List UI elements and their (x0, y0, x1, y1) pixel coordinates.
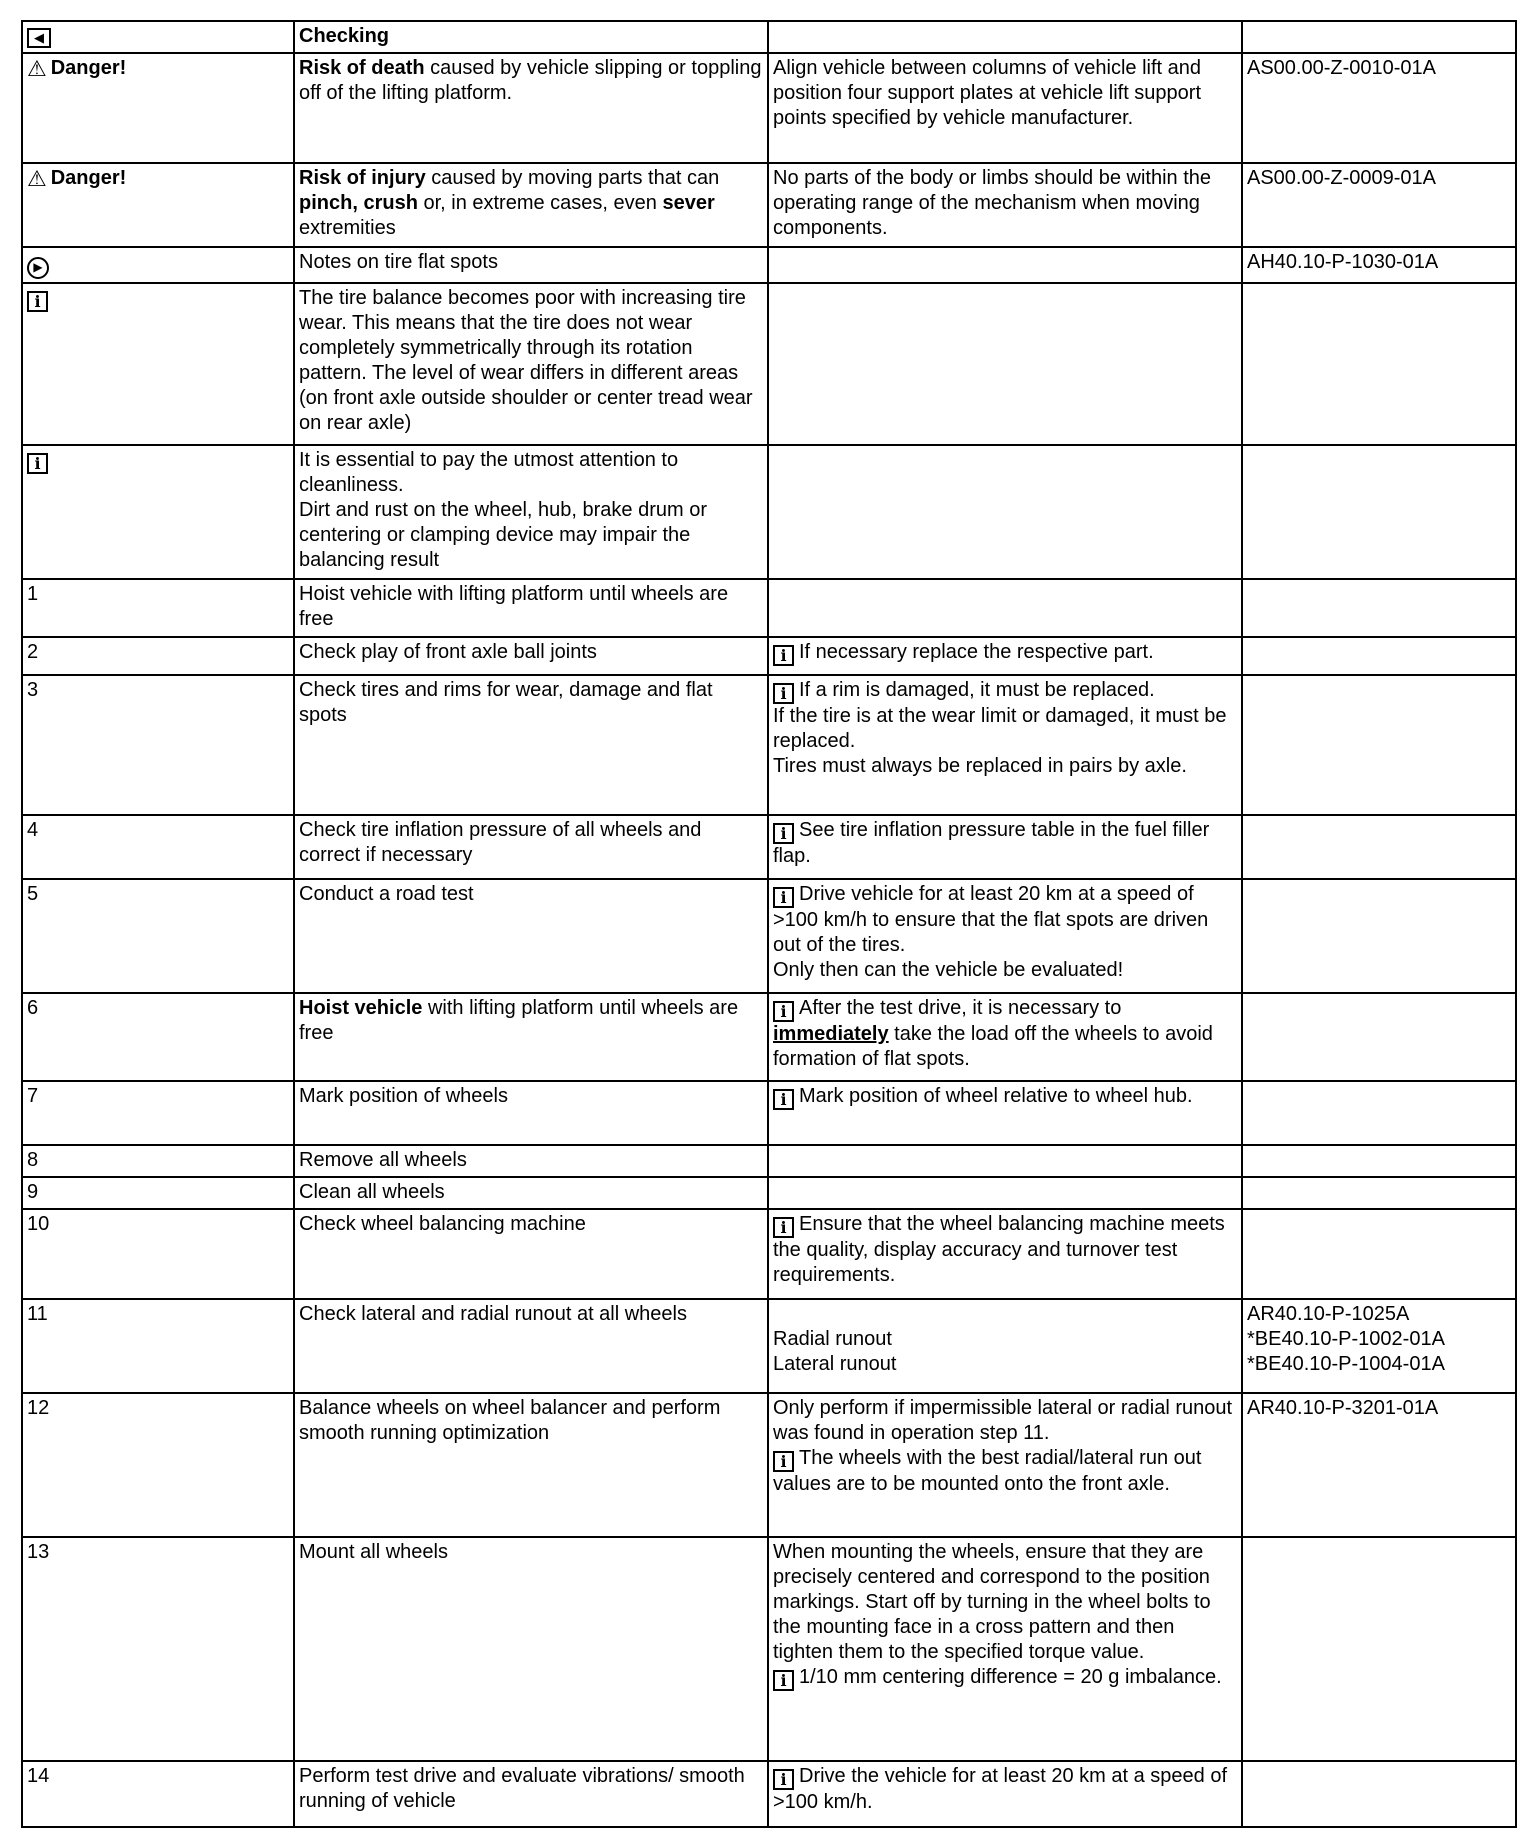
table-row (22, 1393, 1516, 1537)
step-action: Check play of front axle ball joints (299, 641, 597, 663)
risk-title: Risk of injury (299, 167, 426, 189)
danger-label: Danger! (50, 167, 127, 189)
info-icon: i (773, 1001, 794, 1022)
info-icon: i (773, 683, 794, 704)
info-icon: i (773, 1089, 794, 1110)
step-number: 3 (27, 679, 39, 701)
step-number: 9 (27, 1181, 39, 1203)
step-action: Remove all wheels (299, 1149, 467, 1171)
table-row (22, 445, 1516, 579)
warning-triangle-icon: ⚠ (27, 166, 47, 191)
table-row (22, 579, 1516, 637)
reference-link[interactable]: AS00.00-Z-0010-01A (1247, 57, 1437, 79)
step-note: When mounting the wheels, ensure that they are precisely centered and correspond to the position markings. Start off by turning in the wheel bolts to the mounting face in a cross pattern and then tighten them to the specified torque value. (773, 1541, 1211, 1663)
step-note: Drive the vehicle for at least 20 km at a speed of >100 km/h. (773, 1765, 1227, 1813)
step-number: 6 (27, 997, 39, 1019)
table-row (22, 163, 1516, 247)
step-action: Perform test drive and evaluate vibrations/ smooth running of vehicle (299, 1765, 745, 1812)
step-action: Hoist vehicle with lifting platform until wheels are free (299, 583, 729, 630)
step-note: take the load off the wheels to avoid formation of flat spots. (773, 1023, 1213, 1070)
table-row (22, 283, 1516, 445)
step-action: Check tires and rims for wear, damage and flat spots (299, 679, 713, 726)
table-row (22, 247, 1516, 283)
reference-link[interactable]: *BE40.10-P-1004-01A (1247, 1353, 1445, 1375)
step-note-emphasis: immediately (773, 1023, 889, 1045)
step-action: Mark position of wheels (299, 1085, 508, 1107)
step-action-emphasis: Hoist vehicle (299, 997, 423, 1019)
procedure-table (21, 20, 1517, 1828)
table-row (22, 879, 1516, 993)
step-note: After the test drive, it is necessary to (799, 997, 1122, 1019)
runout-label: Radial runout (773, 1328, 892, 1350)
risk-text: extremities (299, 217, 396, 239)
info-icon: i (773, 1217, 794, 1238)
info-icon: i (773, 1769, 794, 1790)
table-row (22, 993, 1516, 1081)
table-row (22, 675, 1516, 815)
table-row (22, 637, 1516, 675)
step-action: Check wheel balancing machine (299, 1213, 586, 1235)
step-action: Mount all wheels (299, 1541, 448, 1563)
step-number: 8 (27, 1149, 39, 1171)
info-text: Dirt and rust on the wheel, hub, brake drum or centering or clamping device may impair the balancing result (299, 499, 707, 571)
risk-emphasis: pinch, crush (299, 192, 418, 214)
table-row (22, 1537, 1516, 1761)
step-action: Conduct a road test (299, 883, 474, 905)
reference-link[interactable]: AR40.10-P-1025A (1247, 1303, 1410, 1325)
table-row (22, 815, 1516, 879)
step-note: Tires must always be replaced in pairs by axle. (773, 755, 1187, 777)
step-number: 1 (27, 583, 39, 605)
step-note: Mark position of wheel relative to wheel hub. (799, 1085, 1193, 1107)
table-row (22, 53, 1516, 163)
step-number: 4 (27, 819, 39, 841)
section-title: Checking (299, 25, 390, 47)
step-number: 5 (27, 883, 39, 905)
step-action: Check tire inflation pressure of all wheels and correct if necessary (299, 819, 702, 866)
step-note: If the tire is at the wear limit or damaged, it must be replaced. (773, 705, 1227, 752)
info-icon: i (773, 1670, 794, 1691)
step-number: 12 (27, 1397, 50, 1419)
step-action: Check lateral and radial runout at all wheels (299, 1303, 687, 1325)
table-row (22, 1081, 1516, 1145)
table-row (22, 1177, 1516, 1209)
step-number: 10 (27, 1213, 50, 1235)
table-row (22, 21, 1516, 53)
risk-text: or, in extreme cases, even (417, 192, 663, 214)
step-note: Ensure that the wheel balancing machine meets the quality, display accuracy and turnover test requirements. (773, 1213, 1225, 1286)
reference-link[interactable]: AR40.10-P-3201-01A (1247, 1397, 1439, 1419)
step-note: If necessary replace the respective part. (799, 641, 1154, 663)
table-row (22, 1209, 1516, 1299)
reference-link[interactable]: *BE40.10-P-1002-01A (1247, 1328, 1445, 1350)
info-icon: i (773, 645, 794, 666)
table-row (22, 1145, 1516, 1177)
reference-link[interactable]: AH40.10-P-1030-01A (1247, 251, 1439, 273)
risk-emphasis: sever (662, 192, 715, 214)
risk-text: caused by vehicle slipping or toppling off of the lifting platform. (299, 57, 762, 104)
measure-text: Align vehicle between columns of vehicle lift and position four support plates at vehicle lift support points specified by vehicle manufacturer. (773, 57, 1202, 129)
back-arrow-icon[interactable]: ◀ (27, 28, 51, 48)
step-action: Balance wheels on wheel balancer and perform smooth running optimization (299, 1397, 721, 1444)
info-icon: i (773, 1451, 794, 1472)
step-note: Only perform if impermissible lateral or radial runout was found in operation step 11. (773, 1397, 1233, 1444)
measure-text: No parts of the body or limbs should be within the operating range of the mechanism when moving components. (773, 167, 1212, 239)
info-icon: i (773, 887, 794, 908)
info-icon: i (773, 823, 794, 844)
step-note: Drive vehicle for at least 20 km at a speed of >100 km/h to ensure that the flat spots are driven out of the tires. (773, 883, 1209, 956)
step-note: If a rim is damaged, it must be replaced. (799, 679, 1155, 701)
info-icon: i (27, 291, 48, 312)
step-note: Only then can the vehicle be evaluated! (773, 959, 1124, 981)
step-number: 13 (27, 1541, 50, 1563)
step-action: with lifting platform until wheels are free (299, 997, 739, 1044)
table-row (22, 1299, 1516, 1393)
reference-arrow-icon: ▶ (27, 257, 49, 279)
step-number: 14 (27, 1765, 50, 1787)
danger-label: Danger! (50, 57, 127, 79)
step-note: See tire inflation pressure table in the fuel filler flap. (773, 819, 1210, 867)
step-number: 7 (27, 1085, 39, 1107)
table-row (22, 1761, 1516, 1827)
notes-text: Notes on tire flat spots (299, 251, 498, 273)
risk-text: caused by moving parts that can (425, 167, 720, 189)
step-action: Clean all wheels (299, 1181, 445, 1203)
info-text: The tire balance becomes poor with increasing tire wear. This means that the tire does not wear completely symmetrically through its rotation pattern. The level of wear differs in different areas (on front axle outside shoulder or center tread wear on rear axle) (299, 287, 753, 434)
risk-title: Risk of death (299, 57, 425, 79)
runout-label: Lateral runout (773, 1353, 897, 1375)
reference-link[interactable]: AS00.00-Z-0009-01A (1247, 167, 1437, 189)
step-number: 2 (27, 641, 39, 663)
info-text: It is essential to pay the utmost attention to cleanliness. (299, 449, 679, 496)
step-note: The wheels with the best radial/lateral run out values are to be mounted onto the front axle. (773, 1447, 1202, 1495)
warning-triangle-icon: ⚠ (27, 56, 47, 81)
step-number: 11 (27, 1303, 48, 1325)
step-note: 1/10 mm centering difference = 20 g imbalance. (799, 1666, 1222, 1688)
info-icon: i (27, 453, 48, 474)
